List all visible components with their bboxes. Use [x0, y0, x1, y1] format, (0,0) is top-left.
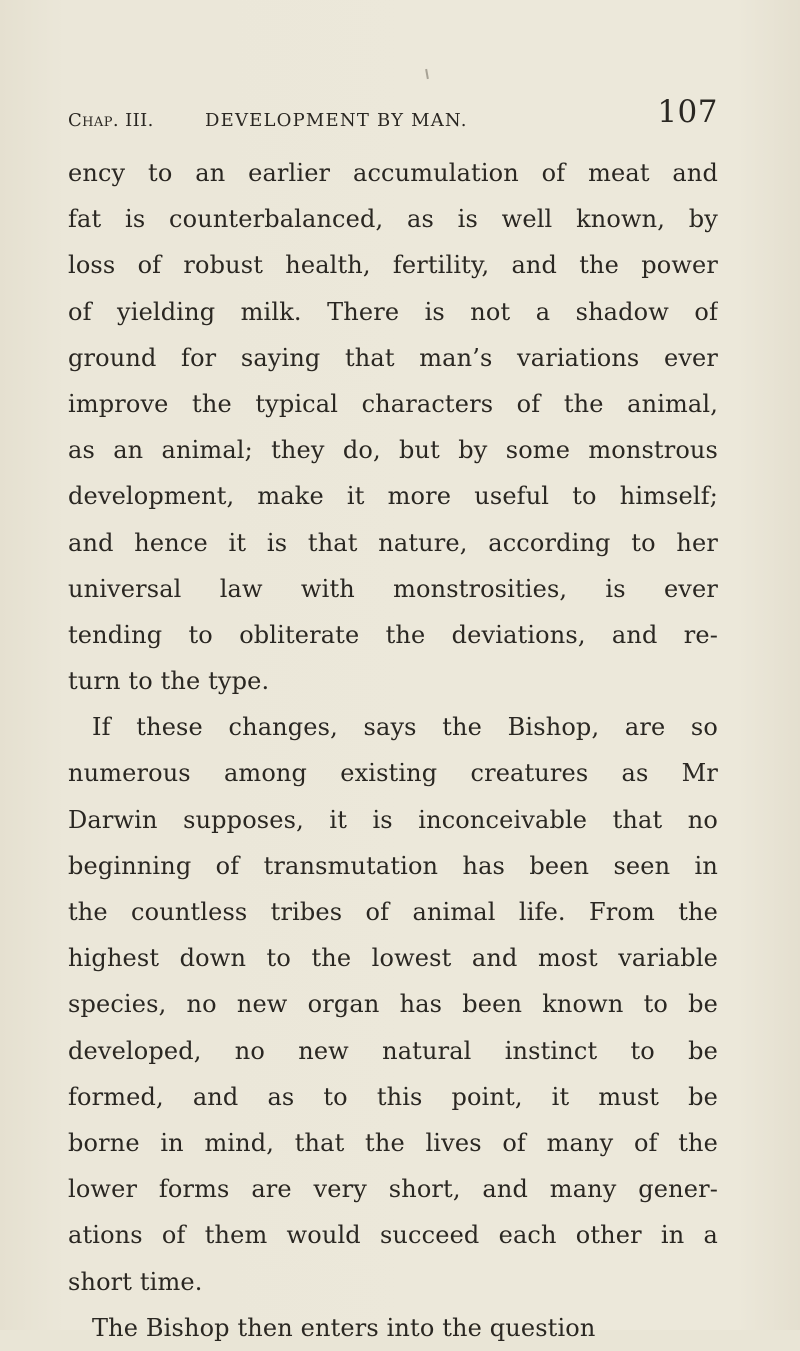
page-number: 107: [657, 94, 718, 130]
text-line: and hence it is that nature, according to her: [68, 528, 718, 557]
text-line: lower forms are very short, and many gener-: [68, 1175, 718, 1204]
text-line: If these changes, says the Bishop, are so: [92, 713, 718, 742]
text-line: development, make it more useful to himself;: [68, 482, 718, 511]
text-line: tending to obliterate the deviations, and re-: [68, 620, 718, 649]
text-line: fat is counterbalanced, as is well known, by: [68, 205, 718, 234]
text-line: borne in mind, that the lives of many of the: [68, 1128, 718, 1157]
text-line: the countless tribes of animal life. From the: [68, 898, 718, 926]
running-header: [68, 82, 718, 134]
text-line: ground for saying that man’s variations ever: [68, 343, 718, 372]
text-line: beginning of transmutation has been seen in: [68, 851, 718, 880]
text-line: improve the typical characters of the animal,: [68, 389, 718, 418]
text-line: short time.: [68, 1267, 203, 1296]
text-line: as an animal; they do, but by some monstrous: [68, 436, 718, 465]
text-line: of yielding milk. There is not a shadow of: [68, 297, 718, 326]
text-line: turn to the type.: [68, 667, 270, 696]
body-text: [68, 150, 718, 1351]
text-line: species, no new organ has been known to be: [68, 990, 718, 1019]
running-title: DEVELOPMENT BY MAN.: [205, 110, 468, 131]
text-line: highest down to the lowest and most variable: [68, 944, 718, 973]
text-line: ations of them would succeed each other in a: [68, 1221, 718, 1250]
text-line: numerous among existing creatures as Mr: [68, 759, 718, 788]
text-line: developed, no new natural instinct to be: [68, 1036, 718, 1065]
chapter-label: Chap. III.: [68, 110, 154, 131]
text-line: universal law with monstrosities, is ever: [68, 574, 718, 603]
text-line: formed, and as to this point, it must be: [68, 1082, 718, 1111]
text-line: Darwin supposes, it is inconceivable that no: [68, 805, 718, 834]
text-line: loss of robust health, fertility, and the power: [68, 251, 718, 280]
printing-mark: [425, 69, 429, 79]
text-line: The Bishop then enters into the question: [92, 1313, 596, 1342]
text-line: ency to an earlier accumulation of meat and: [68, 159, 718, 187]
